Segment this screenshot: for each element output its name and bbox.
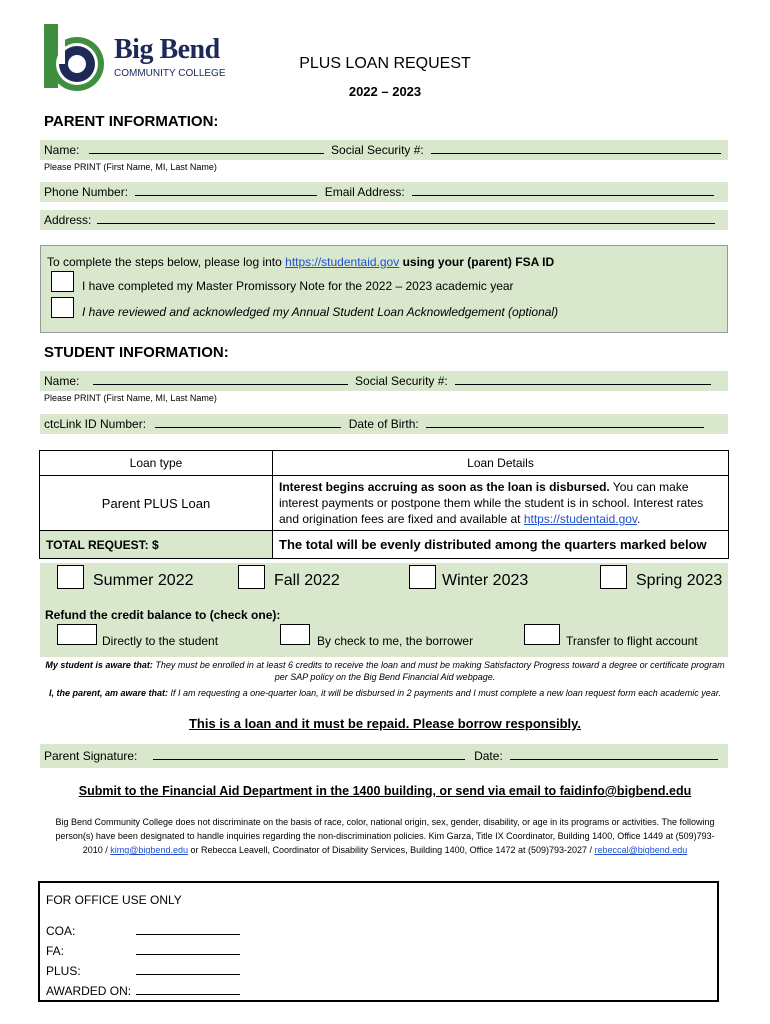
parent-email-field[interactable]: [412, 186, 714, 196]
student-name-row: [40, 371, 728, 391]
ctclink-label: ctcLink ID Number:: [44, 417, 147, 431]
parent-aware-text: If I am requesting a one-quarter loan, it will be disbursed in 2 payments and I must complete a new loan request form each academic year.: [168, 688, 721, 698]
fsa-intro-text: To complete the steps below, please log into: [47, 255, 286, 269]
dob-label: Date of Birth:: [348, 417, 419, 431]
refund-flight-checkbox[interactable]: [524, 624, 560, 645]
signature-date-label: Date:: [474, 749, 503, 763]
parent-address-field[interactable]: [97, 214, 715, 224]
refund-borrower-checkbox[interactable]: [280, 624, 310, 645]
student-aware-bold: My student is aware that:: [45, 660, 153, 670]
student-heading: STUDENT INFORMATION:: [44, 344, 229, 361]
fsa-box: [40, 245, 728, 333]
student-id-row: [40, 414, 728, 434]
parent-address-row: [40, 210, 728, 230]
parent-name-label: Name:: [44, 143, 80, 157]
parent-phone-row: [40, 182, 728, 202]
office-use-box: [38, 881, 719, 1002]
fall-checkbox[interactable]: [238, 565, 265, 589]
acknowledgement-checkbox[interactable]: [51, 297, 74, 318]
parent-aware-note: [40, 687, 730, 699]
signature-row: [40, 744, 728, 768]
winter-label: Winter 2023: [442, 572, 529, 589]
parent-phone-label: Phone Number:: [44, 185, 129, 199]
loan-details-cell: [273, 476, 729, 531]
ctclink-field[interactable]: [155, 418, 341, 428]
student-ssn-label: Social Security #:: [355, 374, 448, 388]
spring-checkbox[interactable]: [600, 565, 627, 589]
big-bend-logo-icon: [44, 24, 106, 94]
parent-print-note: Please PRINT (First Name, MI, Last Name): [44, 162, 217, 172]
student-name-label: Name:: [44, 374, 80, 388]
refund-borrower-label: By check to me, the borrower: [317, 634, 474, 648]
fsa-intro-bold: using your (parent) FSA ID: [399, 255, 555, 269]
logo-subtitle: COMMUNITY COLLEGE: [114, 68, 226, 79]
logo: [44, 24, 244, 94]
summer-label: Summer 2022: [93, 572, 194, 589]
student-aware-text: They must be enrolled in at least 6 credits to receive the loan and must be making Satisfactory Progress toward a degree or certificate program per SAP policy on the Big Bend Financial Aid webpage.: [152, 660, 725, 682]
loan-type-header: Loan type: [40, 451, 273, 476]
parent-email-label: Email Address:: [324, 185, 405, 199]
office-heading: FOR OFFICE USE ONLY: [46, 893, 182, 907]
loan-details-link[interactable]: https://studentaid.gov: [523, 512, 638, 526]
office-plus-label: PLUS:: [46, 964, 81, 978]
parent-ssn-field[interactable]: [431, 144, 721, 154]
refund-student-checkbox[interactable]: [57, 624, 97, 645]
refund-heading: Refund the credit balance to (check one):: [45, 608, 281, 622]
parent-name-field[interactable]: [89, 144, 324, 154]
office-coa-label: COA:: [46, 924, 76, 938]
nondiscrimination-text-1: Big Bend Community College does not discriminate on the basis of race, color, national origin, sex, gender, disability, or age in its programs or activities. The following person(s) have been designated to handle inquiries regarding the non-discrimination policies. Kim Garza, Title IX Coordinator, Building 1400, Office 1449 at (509)793-2010 /: [55, 817, 715, 855]
student-ssn-field[interactable]: [455, 375, 711, 385]
total-request-label[interactable]: TOTAL REQUEST: $: [40, 531, 273, 559]
office-fa-label: FA:: [46, 944, 65, 958]
parent-aware-bold: I, the parent, am aware that:: [49, 688, 169, 698]
loan-details-header: Loan Details: [273, 451, 729, 476]
loan-type-value: Parent PLUS Loan: [40, 476, 273, 531]
nondiscrimination-text-2: or Rebecca Leavell, Coordinator of Disability Services, Building 1400, Office 1472 at (509)793-2027 /: [187, 845, 595, 855]
office-awarded-label: AWARDED ON:: [46, 984, 132, 998]
form-year: 2022 – 2023: [348, 84, 422, 99]
quarters-box: [40, 563, 728, 657]
form-title: PLUS LOAN REQUEST: [299, 55, 471, 72]
student-name-field[interactable]: [93, 375, 348, 385]
parent-phone-field[interactable]: [135, 186, 317, 196]
total-request-note: The total will be evenly distributed among the quarters marked below: [273, 531, 729, 559]
signature-field[interactable]: [153, 750, 465, 760]
parent-ssn-label: Social Security #:: [331, 143, 424, 157]
signature-label: Parent Signature:: [44, 749, 138, 763]
loan-table: [39, 450, 729, 559]
loan-details-bold: Interest begins accruing as soon as the loan is disbursed.: [279, 480, 610, 494]
parent-heading: PARENT INFORMATION:: [44, 113, 219, 130]
loan-details-end: .: [637, 512, 641, 526]
rebeccal-email-link[interactable]: rebeccal@bigbend.edu: [594, 845, 688, 855]
submit-instructions: Submit to the Financial Aid Department in the 1400 building, or send via email to faidinfo@bigbend.edu: [78, 784, 692, 798]
mpn-checkbox[interactable]: [51, 271, 74, 292]
repay-warning: This is a loan and it must be repaid. Please borrow responsibly.: [188, 716, 582, 731]
office-coa-field[interactable]: [136, 925, 240, 935]
student-aware-note: [40, 659, 730, 683]
parent-address-label: Address:: [44, 213, 92, 227]
fsa-intro: [47, 255, 554, 269]
loan-details-text: You can make interest payments or postpone them while the student is in school. Interest rates and origination fees are fixed and available at: [279, 480, 704, 526]
office-fa-field[interactable]: [136, 945, 240, 955]
office-plus-field[interactable]: [136, 965, 240, 975]
acknowledgement-label: I have reviewed and acknowledged my Annual Student Loan Acknowledgement (optional): [82, 305, 559, 319]
parent-name-row: [40, 140, 728, 160]
winter-checkbox[interactable]: [409, 565, 436, 589]
mpn-label: I have completed my Master Promissory Note for the 2022 – 2023 academic year: [82, 279, 514, 293]
spring-label: Spring 2023: [636, 572, 723, 589]
studentaid-link[interactable]: https://studentaid.gov: [285, 255, 400, 269]
nondiscrimination-statement: [50, 815, 720, 857]
office-awarded-field[interactable]: [136, 985, 240, 995]
kimg-email-link[interactable]: kimg@bigbend.edu: [110, 845, 188, 855]
fall-label: Fall 2022: [274, 572, 340, 589]
dob-field[interactable]: [426, 418, 704, 428]
refund-flight-label: Transfer to flight account: [566, 634, 698, 648]
summer-checkbox[interactable]: [57, 565, 84, 589]
logo-name: Big Bend: [114, 34, 220, 65]
signature-date-field[interactable]: [510, 750, 718, 760]
student-print-note: Please PRINT (First Name, MI, Last Name): [44, 393, 217, 403]
refund-student-label: Directly to the student: [102, 634, 219, 648]
